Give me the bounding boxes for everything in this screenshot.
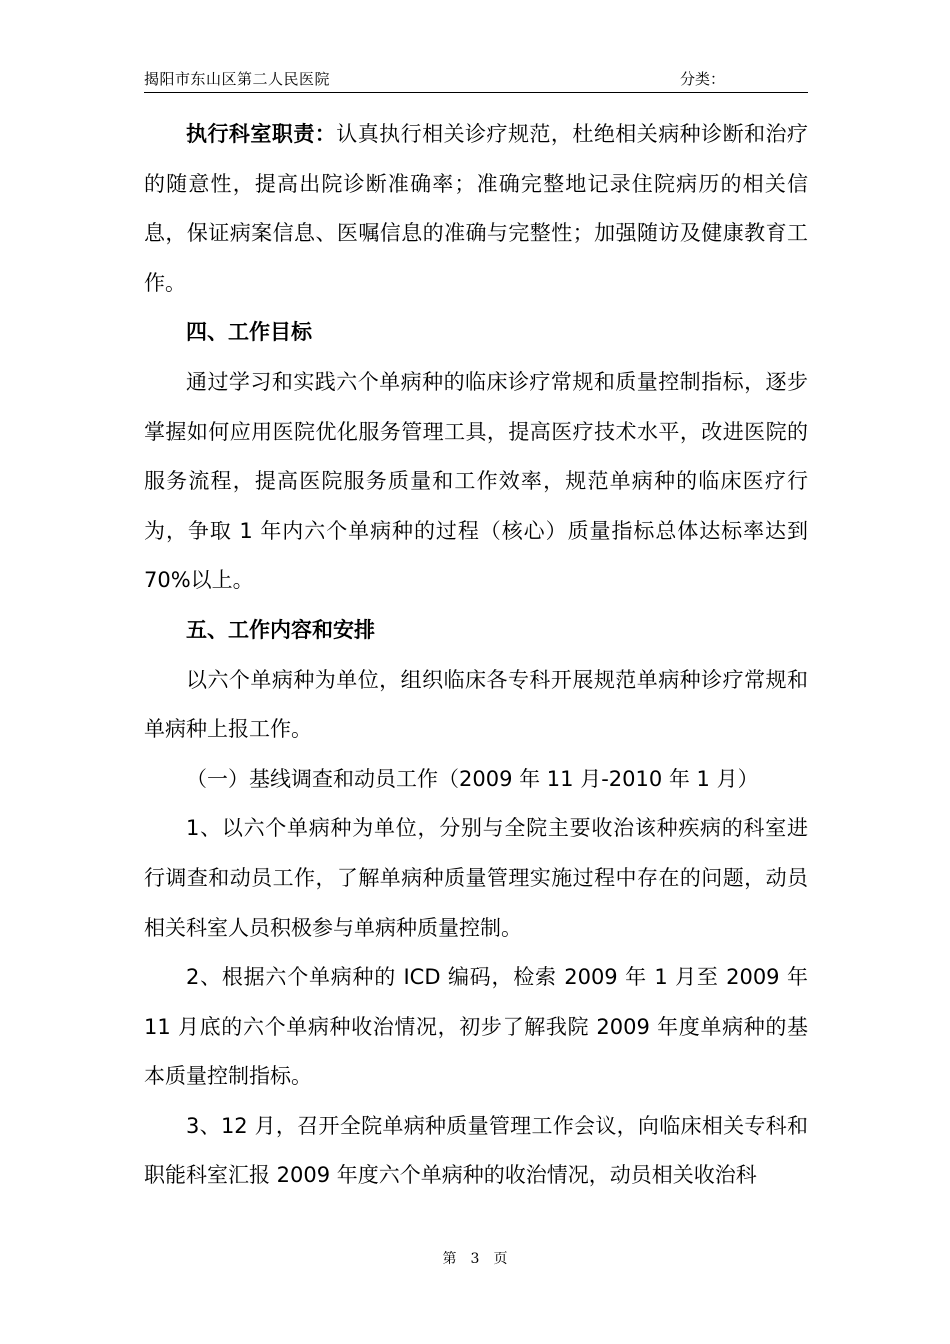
goal-paragraph: 通过学习和实践六个单病种的临床诊疗常规和质量控制指标，逐步掌握如何应用医院优化服务管理工具，提高医疗技术水平，改进医院的服务流程，提高医院服务质量和工作效率，规范单病种的临床医疗行为，争取 1 年内六个单病种的过程（核心）质量指标总体达标率达到 70%以上。 <box>144 369 808 593</box>
list-item-3: 3、12 月，召开全院单病种质量管理工作会议，向临床相关专科和职能科室汇报 2009 年度六个单病种的收治情况，动员相关收治科 <box>144 1113 808 1188</box>
list-item-2: 2、根据六个单病种的 ICD 编码，检索 2009 年 1 月至 2009 年 11 月底的六个单病种收治情况，初步了解我院 2009 年度单病种的基本质量控制指标。 <box>144 965 808 1089</box>
duty-text: 认真执行相关诊疗规范，杜绝相关病种诊断和治疗的随意性，提高出院诊断准确率；准确完整地记录住院病历的相关信息，保证病案信息、医嘱信息的准确与完整性；加强随访及健康教育工作。 <box>144 122 808 295</box>
section-heading-goals: 四、工作目标 <box>186 320 312 345</box>
section-heading-arrangement: 五、工作内容和安排 <box>186 617 375 642</box>
subsection-heading: （一）基线调查和动员工作（2009 年 11 月-2010 年 1 月） <box>186 766 759 791</box>
page-number: 第 3 页 <box>442 1251 508 1267</box>
document-body <box>144 110 808 1201</box>
category-label: 分类： <box>680 70 726 88</box>
duty-label: 执行科室职责： <box>186 122 337 146</box>
duty-paragraph <box>144 110 808 308</box>
arrangement-paragraph: 以六个单病种为单位，组织临床各专科开展规范单病种诊疗常规和单病种上报工作。 <box>144 667 808 742</box>
list-item-1: 1、以六个单病种为单位，分别与全院主要收治该种疾病的科室进行调查和动员工作，了解单病种质量管理实施过程中存在的问题，动员相关科室人员积极参与单病种质量控制。 <box>144 816 808 940</box>
hospital-name: 揭阳市东山区第二人民医院 <box>144 70 331 88</box>
page-header <box>144 66 808 93</box>
